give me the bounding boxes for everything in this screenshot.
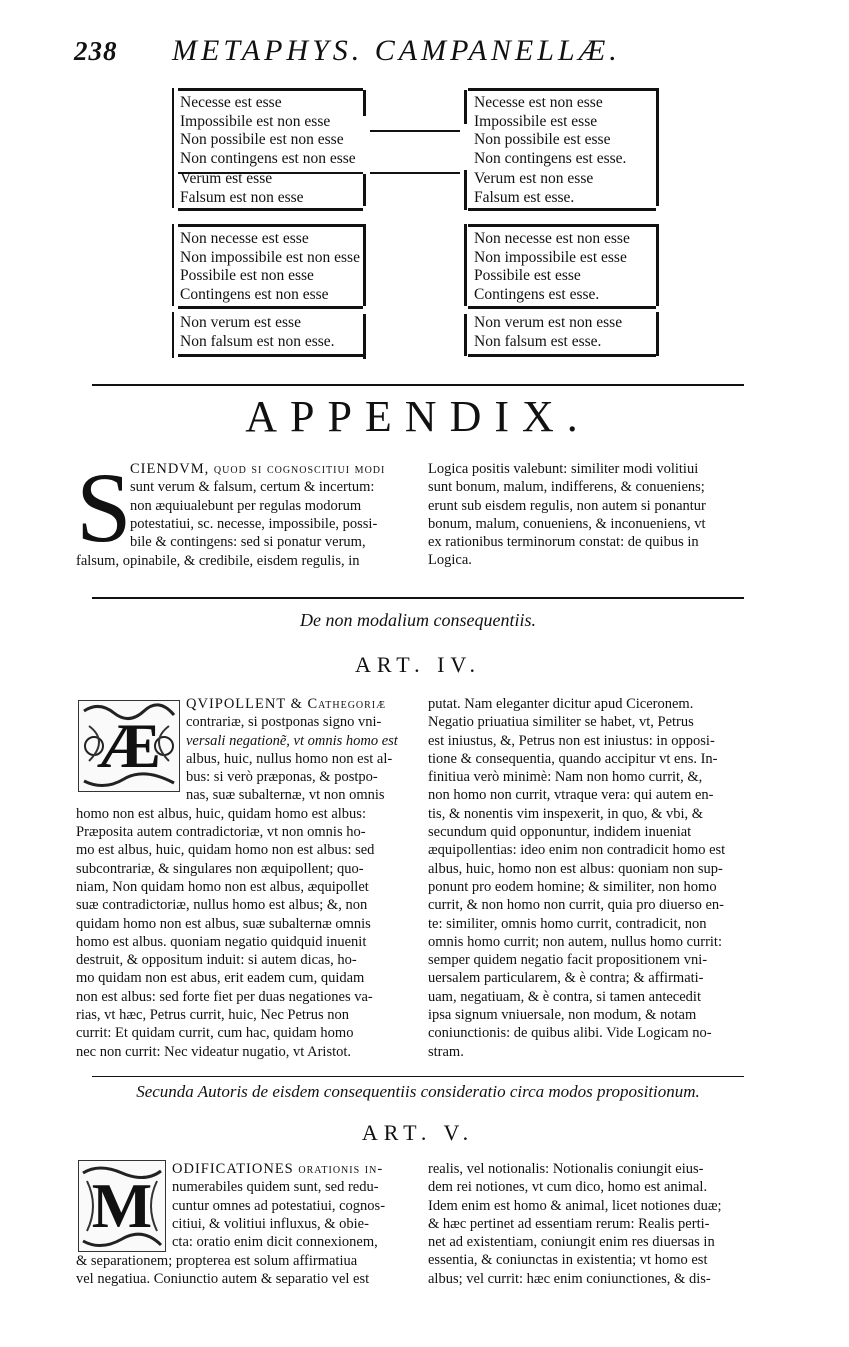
initial-letter: Æ (97, 710, 161, 781)
left-group-1: Necesse est esse Impossibile est non esse Non possibile est non esse Non contingens est non esse (180, 94, 356, 167)
section-iv-title: De non modalium consequentiis. (300, 610, 536, 630)
right-group-1: Necesse est non esse Impossibile est esse Non possibile est esse Non contingens est esse. (474, 94, 627, 167)
appendix-left-column: CIENDVM, quod si cognoscitiui modi sunt verum & falsum, certum & incertum: non æquiualebunt per regulas modorum potestatiui, sc. necesse, impossibile, possi- bile & contingens: sed si ponatur verum, (130, 461, 386, 551)
right-group-4: Non verum est non esse Non falsum est esse. (474, 314, 623, 350)
running-title: METAPHYS. CAMPANELLÆ. (172, 34, 621, 67)
initial-letter: M (91, 1170, 153, 1241)
section-v-left-column: & separationem; propterea est solum affirmatiua vel negatiua. Coniunctio autem & separatio vel est (76, 1252, 370, 1287)
section-v-left-indented: ODIFICATIONES orationis in- numerabiles quidem sunt, sed redu- cuntur omnes ad potestatiui, cognos- citiui, & volitiui influxus, & obie- cta: oratio enim dicit connexionem, (172, 1161, 386, 1251)
decorated-initial-q (78, 700, 180, 792)
appendix-right-column: Logica positis valebunt: similiter modi volitiui sunt bonum, malum, indifferens, & conueniens; erunt sub eisdem regulis, non autem si ponantur bonum, malum, conueniens, & inconueniens, vt ex rationibus terminorum constat: de quibus in Logica. (428, 461, 706, 569)
section-iv-left-indented: QVIPOLLENT & Cathegoriæ contrariæ, si postponas signo vni- versali negationẽ, vt omnis homo est albus, huic, nullus homo non est al- bus: si verò præponas, & postpo- nas, suæ subalternæ, vt non omnis (186, 696, 398, 804)
right-group-3: Non necesse est non esse Non impossibile est esse Possibile est esse Contingens est esse. (474, 230, 630, 303)
left-group-3: Non necesse est esse Non impossibile est non esse Possibile est non esse Contingens est non esse (180, 230, 360, 303)
drop-initial-s: S (76, 452, 132, 563)
section-v-title: Secunda Autoris de eisdem consequentiis consideratio circa modos propositionum. (136, 1082, 700, 1101)
appendix-heading: APPENDIX. (245, 392, 591, 441)
modal-table (168, 84, 668, 364)
section-v-right-column: realis, vel notionalis: Notionalis coniungit eius- dem rei notiones, vt cum dico, homo est animal. Idem enim est homo & animal, licet notiones duæ; & hæc pertinet ad essentiam rerum: Realis perti- net ad existentiam, coniungit enim res diuersas in essentia, & coniunctas in existentia; vt homo est albus; vel currit: hæc enim coniunctiones, & dis- (428, 1161, 722, 1287)
left-group-4: Non verum est esse Non falsum est non esse. (180, 314, 335, 350)
divider (92, 384, 744, 386)
divider (92, 1076, 744, 1077)
left-group-2: Verum est esse Falsum est non esse (180, 170, 304, 206)
art-iv-heading: ART. IV. (355, 652, 481, 677)
right-group-2: Verum est non esse Falsum est esse. (474, 170, 594, 206)
page-number: 238 (74, 36, 118, 66)
divider (92, 597, 744, 599)
running-head (74, 30, 714, 70)
connector-top (370, 130, 460, 132)
section-iv-right-column: putat. Nam eleganter dicitur apud Ciceronem. Negatio priuatiua similiter se habet, vt, Petrus est iniustus, &, Petrus non est iniustus: in opposi- tione & consequentia, quando accipitur vt ens. In- finitiua verò minimè: Nam non homo currit, &, non homo non currit, vtraque vera: qui autem en- tis, & nonentis vim inspexerit, in quo, & vbi, & secundum quid opponuntur, indidem inueniat æquipollentias: ideo enim non contradicit homo est albus, huic, homo non est albus: quoniam non sup- ponunt pro eodem homine; & similiter, non homo currit, & non homo non currit, quia pro diuerso en- te: similiter, omnis homo currit, contradicit, non omnis homo currit; non autem, nullus homo currit: semper quidem negatio facit propositionem vni- uersalem particularem, & è contra; & affirmati- uam, negatiuam, & è contra, si tamen antecedit ipsa signum vniuersale, non modum, & notam coniunctionis: de quibus alibi. Vide Logicam no- stram. (428, 696, 726, 1060)
appendix-left-last-line: falsum, opinabile, & credibile, eisdem regulis, in (76, 552, 360, 569)
connector-mid (370, 172, 460, 174)
section-iv-left-column: homo non est albus, huic, quidam homo est albus: Præposita autem contradictoriæ, vt non omnis ho- mo est albus, huic, quidam homo non est albus: sed subcontrariæ, & singulares non æquipollent; quo- niam, Non quidam homo non est albus, æquipollet suæ contradictoriæ, nullus homo est albus; &, non quidam homo non est albus, suæ subalternæ omnis homo est albus. quoniam negatio quidquid inuenit destruit, & oppositum induit: si autem dicas, ho- mo quidam non est abus, erit eadem cum, quidam non est albus: sed forte fiet per duas negationes va- rias, vt hæc, Petrus currit, huic, Nec Petrus non currit: Et quidam currit, cum hac, quidam homo nec non currit: Nec videatur nugatio, vt Aristot. (76, 805, 375, 1060)
art-v-heading: ART. V. (361, 1120, 475, 1145)
decorated-initial-m (78, 1160, 166, 1252)
